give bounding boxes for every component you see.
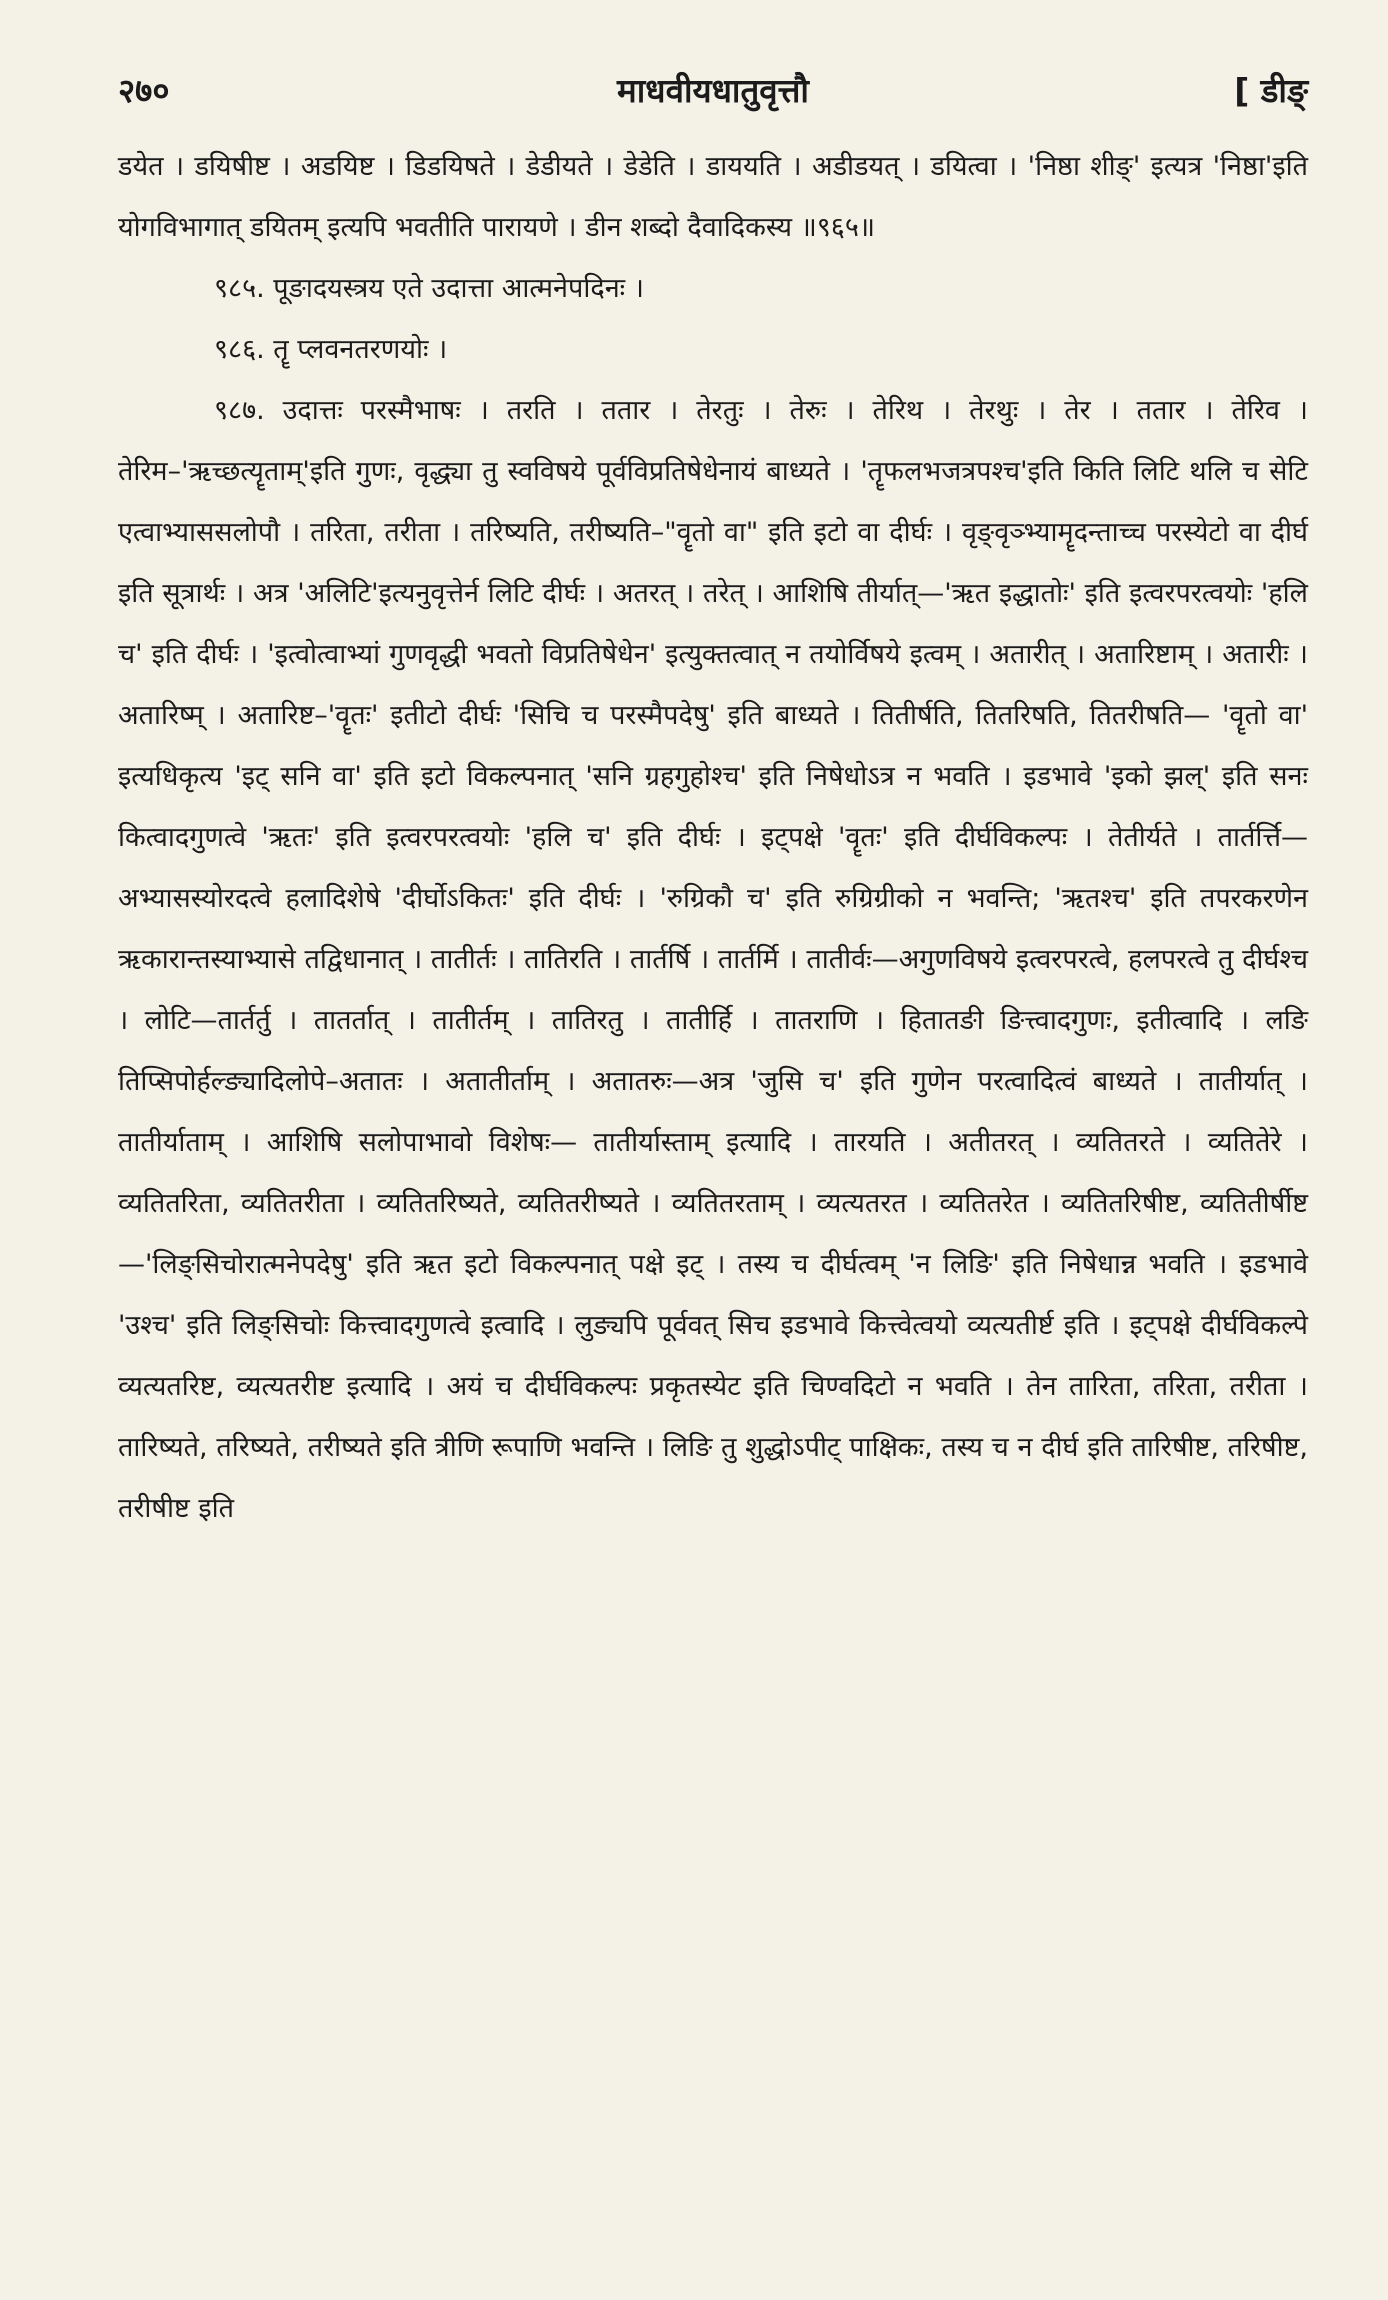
sutra-986: ९८६. तॄ प्लवनतरणयोः । xyxy=(214,334,448,365)
running-head xyxy=(118,60,1308,122)
running-title: माधवीयधातुवृत्तौ xyxy=(617,71,809,110)
page-number: २७० xyxy=(118,71,170,110)
paragraph-continued: डयेत । डयिषीष्ट । अडयिष्ट । डिडयिषते । डेडीयते । डेडेति । डाययति । अडीडयत् । डयित्वा । 'निष्ठा शीङ्' इत्यत्र 'निष्ठा'इति योगविभागात् डयितम् इत्यपि भवतीति पारायणे । डीन शब्दो दैवादिकस्य ॥९६५॥ xyxy=(118,151,1308,243)
section-marker: [ डीङ् xyxy=(1234,71,1308,110)
body-text xyxy=(118,136,1308,1539)
sutra-985: ९८५. पूङादयस्त्रय एते उदात्ता आत्मनेपदिनः । xyxy=(214,273,644,304)
sutra-987: ९८७. उदात्तः परस्मैभाषः । तरति । ततार । तेरतुः । तेरुः । तेरिथ । तेरथुः । तेर । ततार । तेरिव । तेरिम–'ऋच्छत्यॄताम्'इति गुणः, वृद्ध्या तु स्वविषये पूर्वविप्रतिषेधेनायं बाध्यते । 'तॄफलभजत्रपश्च'इति किति लिटि थलि च सेटि एत्वाभ्याससलोपौ । तरिता, तरीता । तरिष्यति, तरीष्यति–"वॄतो वा" इति इटो वा दीर्घः । वृङ्वृञ्भ्यामॄदन्ताच्च परस्येटो वा दीर्घ इति सूत्रार्थः । अत्र 'अलिटि'इत्यनुवृत्तेर्न लिटि दीर्घः । अतरत् । तरेत् । आशिषि तीर्यात्—'ऋत इद्धातोः' इति इत्वरपरत्वयोः 'हलि च' इति दीर्घः । 'इत्वोत्वाभ्यां गुणवृद्धी भवतो विप्रतिषेधेन' इत्युक्तत्वात् न तयोर्विषये इत्वम् । अतारीत् । अतारिष्टाम् । अतारीः । अतारिष्म् । अतारिष्ट–'वॄतः' इतीटो दीर्घः 'सिचि च परस्मैपदेषु' इति बाध्यते । तितीर्षति, तितरिषति, तितरीषति— 'वॄतो वा' इत्यधिकृत्य 'इट् सनि वा' इति इटो विकल्पनात् 'सनि ग्रहगुहोश्च' इति निषेधोऽत्र न भवति । इडभावे 'इको झल्' इति सनः कित्वादगुणत्वे 'ऋतः' इति इत्वरपरत्वयोः 'हलि च' इति दीर्घः । इट्पक्षे 'वॄतः' इति दीर्घविकल्पः । तेतीर्यते । तार्तर्त्ति—अभ्यासस्योरदत्वे हलादिशेषे 'दीर्घोऽकितः' इति दीर्घः । 'रुग्रिकौ च' इति रुग्रिग्रीको न भवन्ति; 'ऋतश्च' इति तपरकरणेन ऋकारान्तस्याभ्यासे तद्विधानात् । तातीर्तः । तातिरति । तार्तर्षि । तार्तर्मि । तातीर्वः—अगुणविषये इत्वरपरत्वे, हलपरत्वे तु दीर्घश्च । लोटि—तार्तर्तु । तातर्तात् । तातीर्तम् । तातिरतु । तातीर्हि । तातराणि । हितातङी ङित्त्वादगुणः, इतीत्वादि । लङि तिप्सिपोर्हल्ङ्यादिलोपे–अतातः । अतातीर्ताम् । अतातरुः—अत्र 'जुसि च' इति गुणेन परत्वादित्वं बाध्यते । तातीर्यात् । तातीर्याताम् । आशिषि सलोपाभावो विशेषः— तातीर्यास्ताम् इत्यादि । तारयति । अतीतरत् । व्यतितरते । व्यतितेरे । व्यतितरिता, व्यतितरीता । व्यतितरिष्यते, व्यतितरीष्यते । व्यतितरताम् । व्यत्यतरत । व्यतितरेत । व्यतितरिषीष्ट, व्यतितीर्षीष्ट—'लिङ्सिचोरात्मनेपदेषु' इति ऋत इटो विकल्पनात् पक्षे इट् । तस्य च दीर्घत्वम् 'न लिङि' इति निषेधान्न भवति । इडभावे 'उश्च' इति लिङ्सिचोः कित्त्वादगुणत्वे इत्वादि । लुङ्यपि पूर्ववत् सिच इडभावे कित्त्वेत्वयो व्यत्यतीर्ष्ट इति । इट्पक्षे दीर्घविकल्पे व्यत्यतरिष्ट, व्यत्यतरीष्ट इत्यादि । अयं च दीर्घविकल्पः प्रकृतस्येट इति चिण्वदिटो न भवति । तेन तारिता, तरिता, तरीता । तारिष्यते, तरिष्यते, तरीष्यते इति त्रीणि रूपाणि भवन्ति । लिङि तु शुद्धोऽपीट् पाक्षिकः, तस्य च न दीर्घ इति तारिषीष्ट, तरिषीष्ट, तरीषीष्ट इति xyxy=(118,395,1308,1524)
